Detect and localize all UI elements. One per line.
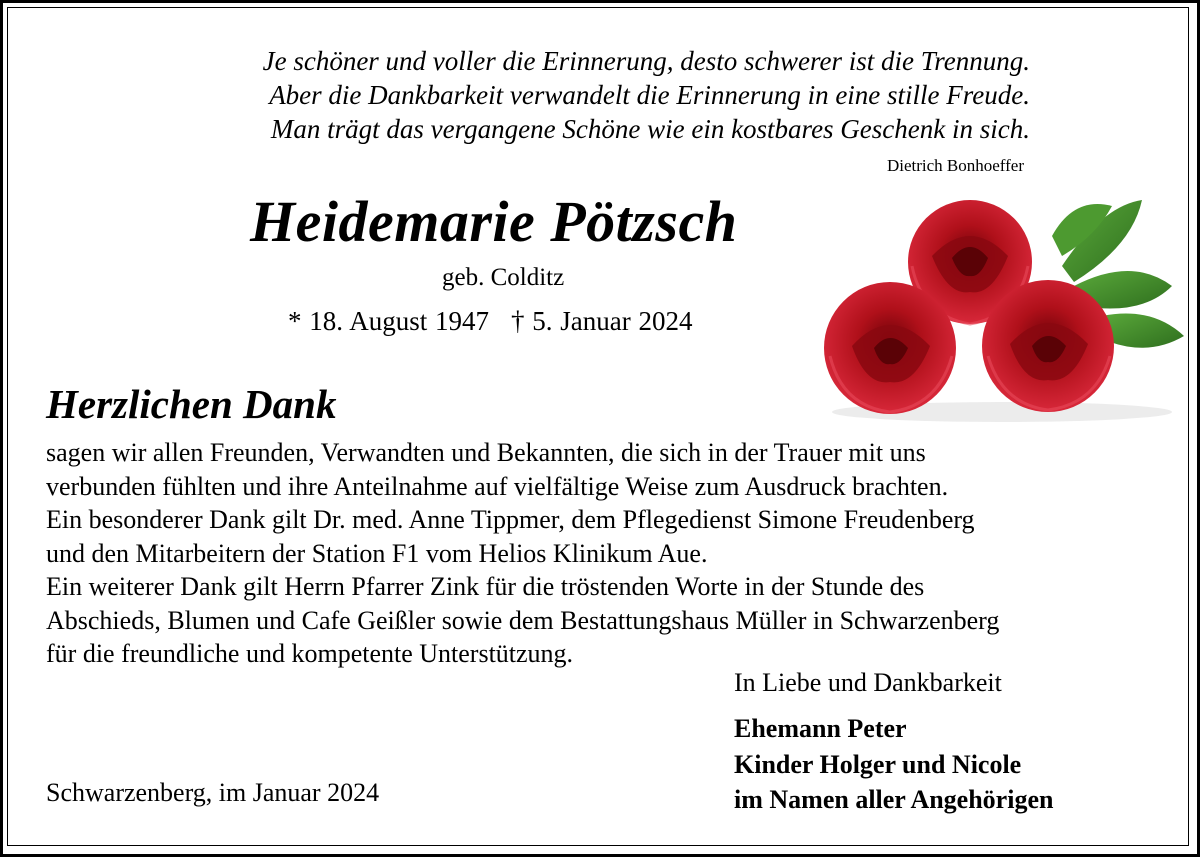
- thanks-line: und den Mitarbeitern der Station F1 vom Helios Klinikum Aue.: [46, 538, 708, 568]
- signers: [734, 711, 1053, 818]
- thanks-line: sagen wir allen Freunden, Verwandten und Bekannten, die sich in der Trauer mit uns: [46, 438, 926, 467]
- quote-author: Dietrich Bonhoeffer: [886, 156, 1024, 175]
- birth-date: * 18. August 1947: [288, 306, 490, 336]
- red-roses-image: [812, 196, 1190, 428]
- quote-line: Aber die Dankbarkeit verwandelt die Erinnerung in eine stille Freude.: [269, 80, 1030, 110]
- quote: [100, 44, 1030, 146]
- quote-line: Man trägt das vergangene Schöne wie ein kostbares Geschenk in sich.: [270, 114, 1030, 144]
- deceased-name: Heidemarie Pötzsch: [250, 189, 738, 254]
- thanks-line: Ein weiterer Dank gilt Herrn Pfarrer Zink für die tröstenden Worte in der Stunde des: [46, 572, 925, 601]
- signer-line: Ehemann Peter: [734, 714, 907, 743]
- signer-line: Kinder Holger und Nicole: [734, 749, 1022, 779]
- signer-line: im Namen aller Angehörigen: [734, 785, 1054, 814]
- thanks-text: [46, 436, 1176, 671]
- thanks-line: Ein besonderer Dank gilt Dr. med. Anne Tippmer, dem Pflegedienst Simone Freudenberg: [46, 505, 975, 534]
- life-dates: [288, 306, 693, 337]
- quote-line: Je schöner und voller die Erinnerung, desto schwerer ist die Trennung.: [262, 46, 1030, 76]
- thanks-line: für die freundliche und kompetente Unterstützung.: [46, 639, 574, 668]
- thanks-line: Abschieds, Blumen und Cafe Geißler sowie dem Bestattungshaus Müller in Schwarzenberg: [46, 605, 1000, 635]
- death-date: † 5. Januar 2024: [511, 306, 693, 336]
- place-date: Schwarzenberg, im Januar 2024: [46, 778, 380, 807]
- born-name: geb. Colditz: [442, 264, 565, 291]
- thanks-heading: Herzlichen Dank: [46, 381, 337, 427]
- closing-phrase: In Liebe und Dankbarkeit: [734, 668, 1002, 697]
- thanks-line: verbunden fühlten und ihre Anteilnahme auf vielfältige Weise zum Ausdruck brachten.: [46, 471, 949, 501]
